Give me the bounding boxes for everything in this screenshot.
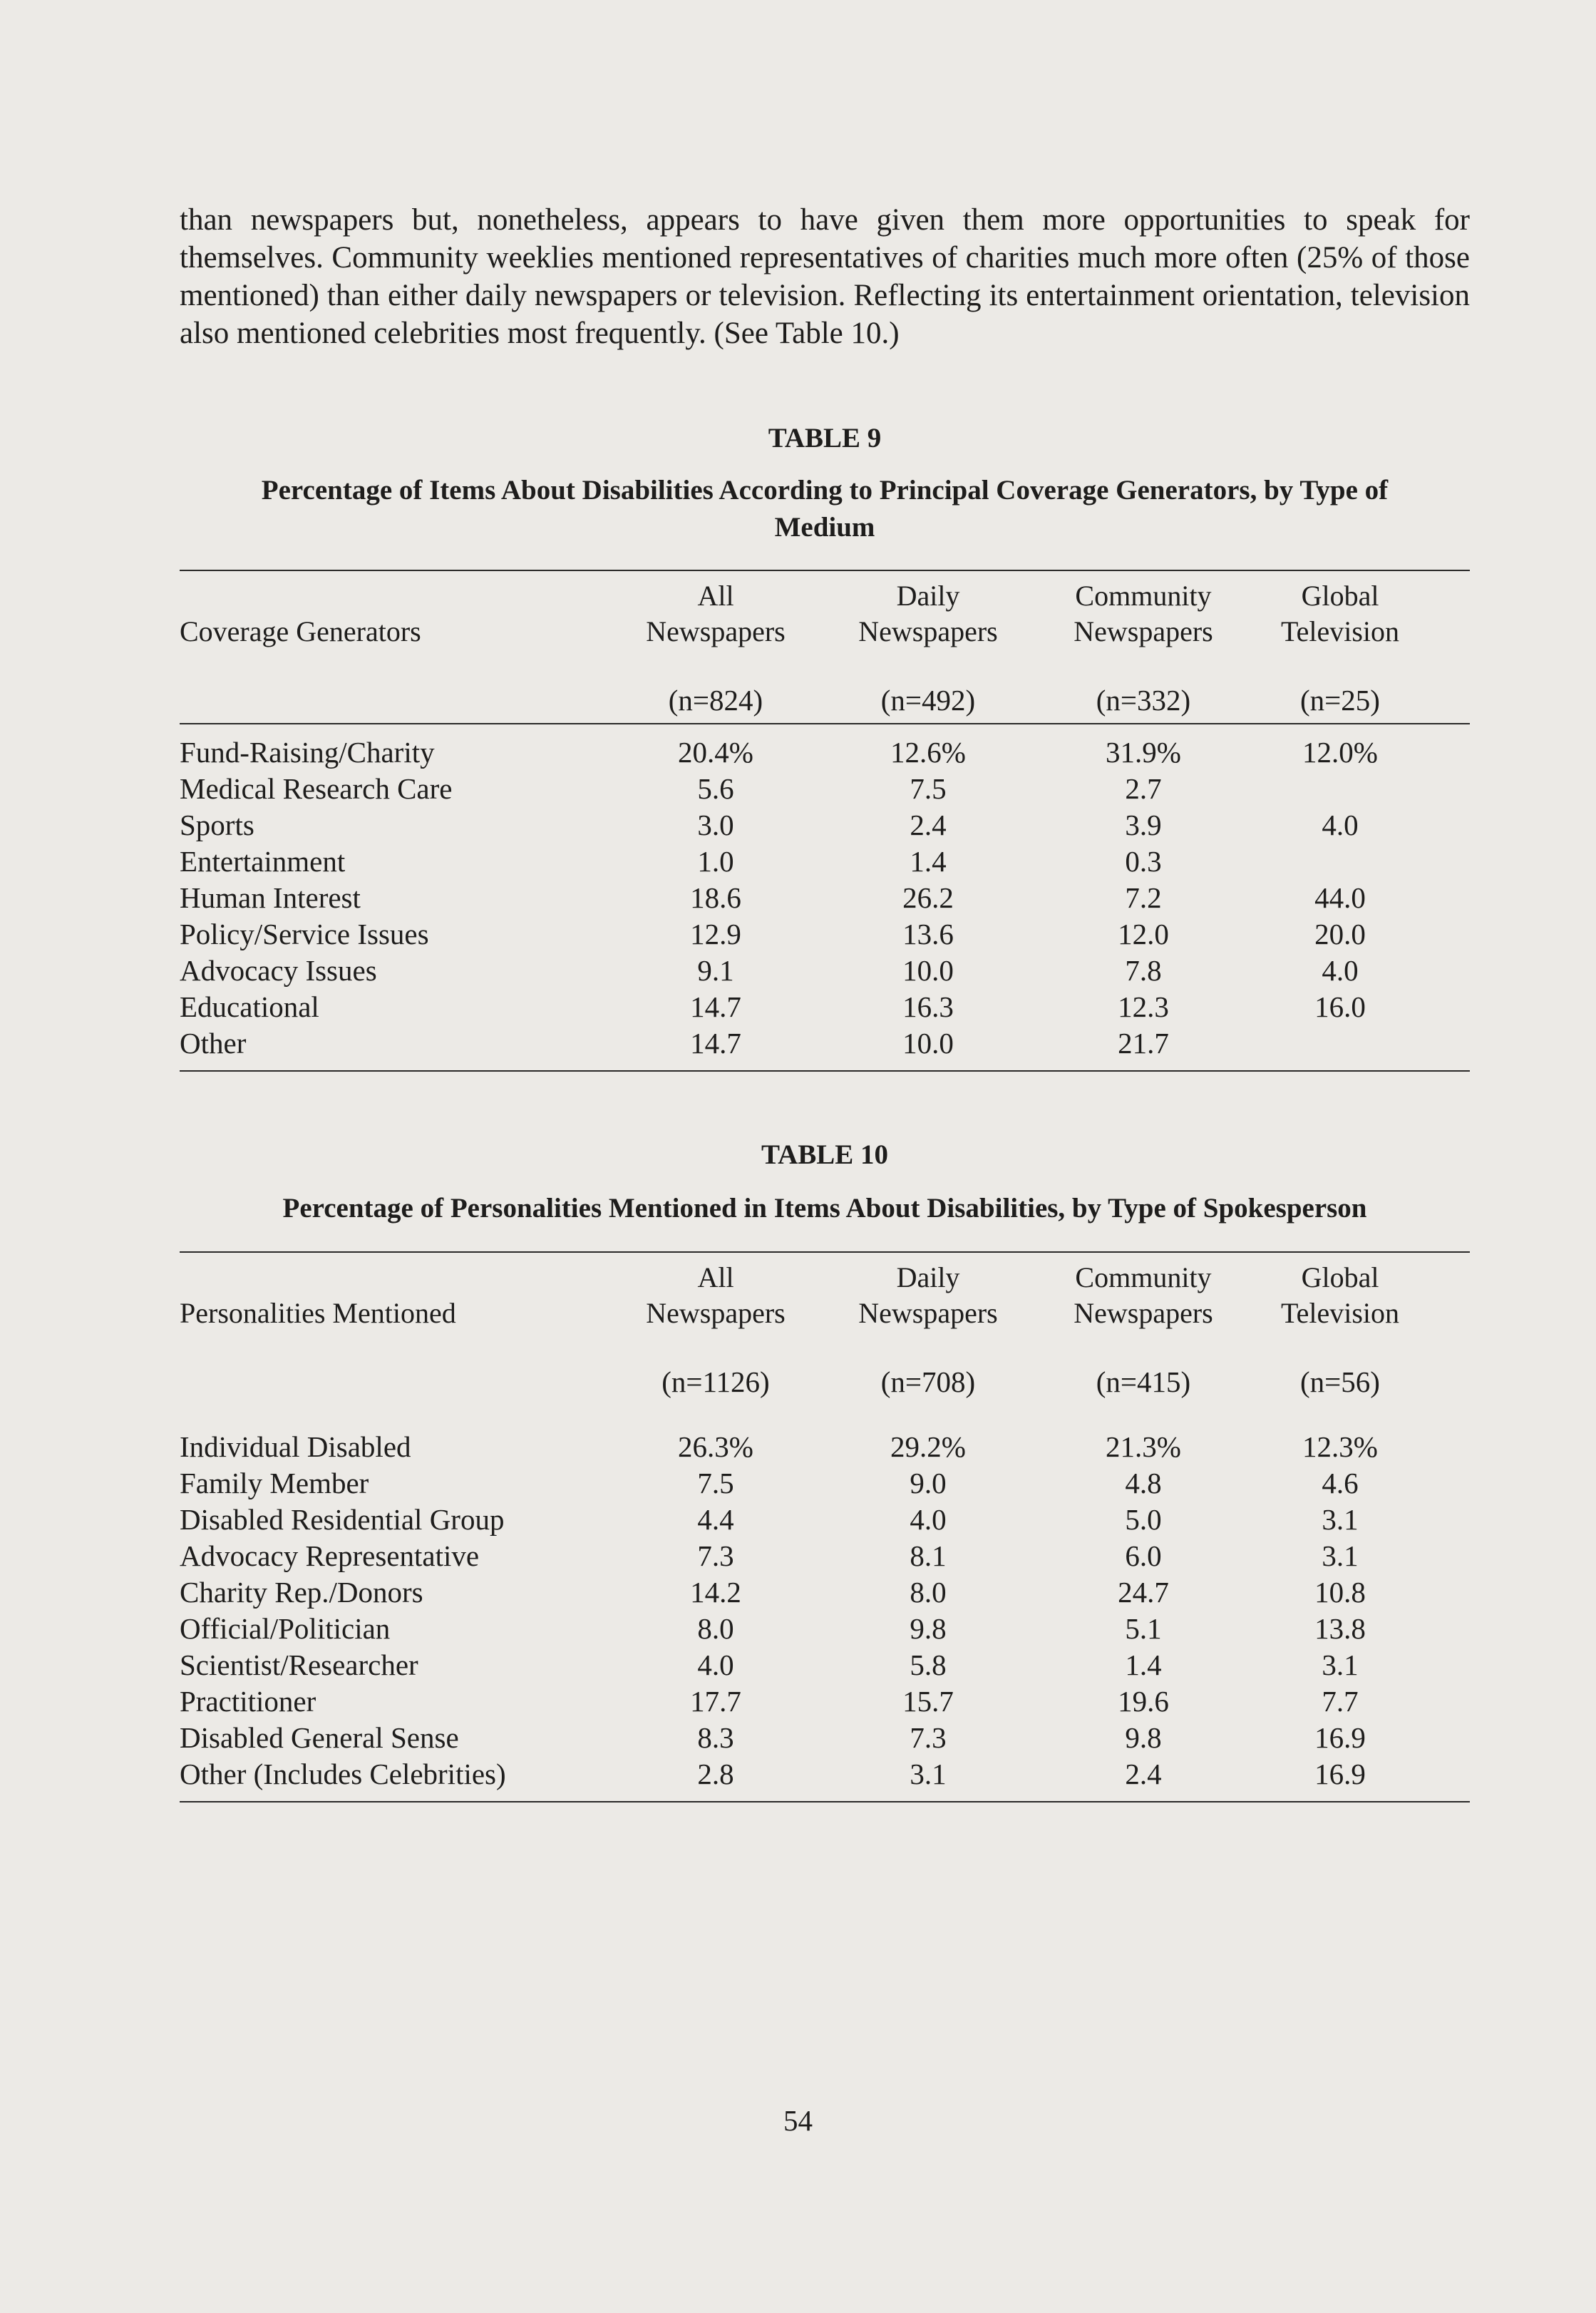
table-10-label: TABLE 10 xyxy=(761,1139,889,1170)
table-row: Advocacy Issues 9.1 10.0 7.8 4.0 xyxy=(180,954,1359,987)
table-9-header-rule xyxy=(180,723,1470,724)
table-10-col-header: Global Television xyxy=(1280,1261,1400,1329)
table-row: Human Interest 18.6 26.2 7.2 44.0 xyxy=(180,881,1366,914)
table-row: Scientist/Researcher 4.0 5.8 1.4 3.1 xyxy=(180,1648,1359,1681)
table-row: Family Member 7.5 9.0 4.8 4.6 xyxy=(180,1467,1359,1499)
table-10-col-header: Community Newspapers xyxy=(1074,1261,1213,1329)
table-row: Official/Politician 8.0 9.8 5.1 13.8 xyxy=(180,1612,1366,1645)
page-number: 54 xyxy=(783,2104,813,2137)
table-9-top-rule xyxy=(180,570,1470,571)
table-row: Entertainment 1.0 1.4 0.3 xyxy=(180,845,1162,878)
table-9-title: Percentage of Items About Disabilities According to Principal Coverage Generators, by Type of Medium xyxy=(261,475,1389,543)
table-row: Policy/Service Issues 12.9 13.6 12.0 20.0 xyxy=(180,918,1366,950)
table-row: Other 14.7 10.0 21.7 xyxy=(180,1027,1169,1060)
table-row: Practitioner 17.7 15.7 19.6 7.7 xyxy=(180,1685,1359,1718)
table-row: Individual Disabled 26.3% 29.2% 21.3% 12.3% xyxy=(180,1430,1378,1463)
table-9-header xyxy=(180,578,1470,657)
table-10-top-rule xyxy=(180,1251,1470,1253)
table-9-col-header: Global Television xyxy=(1280,580,1400,647)
table-9-label: TABLE 9 xyxy=(768,423,882,453)
table-10-row-header: Personalities Mentioned xyxy=(180,1297,456,1329)
table-10-col-header: Daily Newspapers xyxy=(858,1261,998,1329)
table-row: Disabled Residential Group 4.4 4.0 5.0 3.1 xyxy=(180,1503,1359,1536)
table-row: Fund-Raising/Charity 20.4% 12.6% 31.9% 12.0% xyxy=(180,736,1378,769)
table-row: Sports 3.0 2.4 3.9 4.0 xyxy=(180,809,1359,841)
table-10-header xyxy=(180,1260,1470,1338)
table-10-body xyxy=(180,1429,1470,1793)
table-9-row-header: Coverage Generators xyxy=(180,615,421,647)
table-9-col-header: Community Newspapers xyxy=(1074,580,1213,647)
table-10-col-header: All Newspapers xyxy=(646,1261,786,1329)
table-10-title: Percentage of Personalities Mentioned in Items About Disabilities, by Type of Spokesperson xyxy=(282,1193,1367,1224)
table-9-body xyxy=(180,734,1470,1062)
table-row: Charity Rep./Donors 14.2 8.0 24.7 10.8 xyxy=(180,1576,1366,1609)
document-page xyxy=(180,201,1470,1802)
table-row: Advocacy Representative 7.3 8.1 6.0 3.1 xyxy=(180,1539,1359,1572)
intro-paragraph: than newspapers but, nonetheless, appears to have given them more opportunities to speak for themselves. Community weeklies mentioned representatives of charities much more often (25% of those mentioned) than either daily newspapers or television. Reflecting its entertainment orientation, television also mentioned celebrities most frequently. (See Table 10.) xyxy=(180,203,1470,350)
table-10-bottom-rule xyxy=(180,1801,1470,1802)
table-row: Medical Research Care 5.6 7.5 2.7 xyxy=(180,772,1162,805)
table-row: Other (Includes Celebrities) 2.8 3.1 2.4 16.9 xyxy=(180,1758,1366,1790)
table-9-bottom-rule xyxy=(180,1070,1470,1072)
table-10 xyxy=(180,1137,1470,1802)
table-10-n-row: (n=1126) (n=708) (n=415) (n=56) xyxy=(661,1365,1380,1398)
table-9-n-row: (n=824) (n=492) (n=332) (n=25) xyxy=(668,684,1380,717)
table-9-col-header: Daily Newspapers xyxy=(858,580,998,647)
table-9 xyxy=(180,421,1470,1072)
table-row: Educational 14.7 16.3 12.3 16.0 xyxy=(180,990,1366,1023)
table-9-col-header: All Newspapers xyxy=(646,580,786,647)
table-row: Disabled General Sense 8.3 7.3 9.8 16.9 xyxy=(180,1721,1366,1754)
